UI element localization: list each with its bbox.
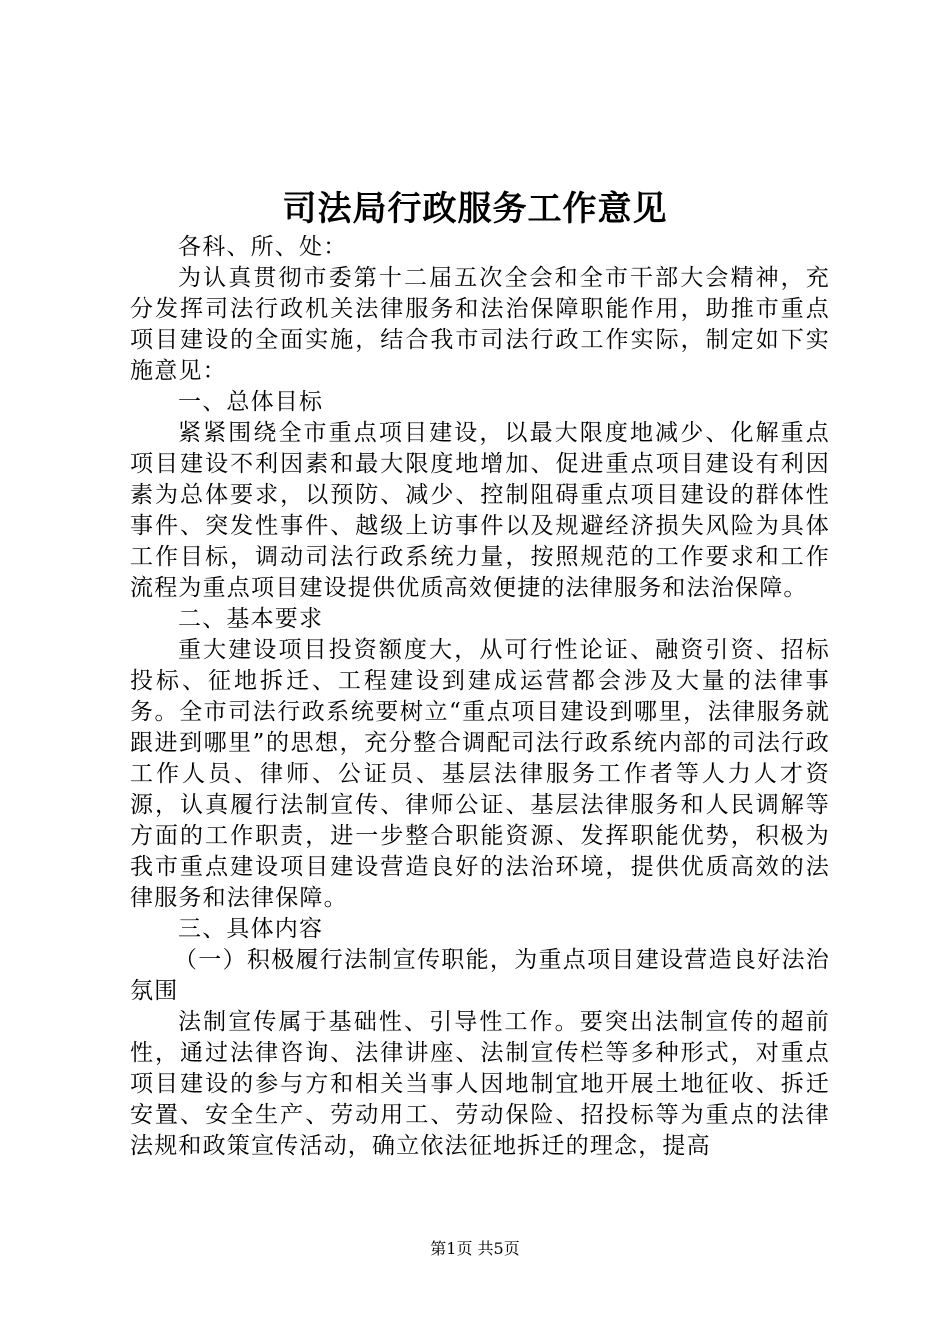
intro-paragraph: 为认真贯彻市委第十二届五次全会和全市干部大会精神，充分发挥司法行政机关法律服务和法治保障职能作用，助推市重点项目建设的全面实施，结合我市司法行政工作实际，制定如下实施意见：: [130, 265, 830, 384]
section-2-heading: 二、基本要求: [178, 606, 324, 632]
salutation: 各科、所、处：: [178, 234, 348, 260]
document-body: [130, 232, 830, 1162]
section-2-paragraph: 重大建设项目投资额度大，从可行性论证、融资引资、招标投标、征地拆迁、工程建设到建成运营都会涉及大量的法律事务。全市司法行政系统要树立“重点项目建设到哪里，法律服务就跟进到哪里”的思想，充分整合调配司法行政系统内部的司法行政工作人员、律师、公证员、基层法律服务工作者等人力人才资源，认真履行法制宣传、律师公证、基层法律服务和人民调解等方面的工作职责，进一步整合职能资源、发挥职能优势，积极为我市重点建设项目建设营造良好的法治环境，提供优质高效的法律服务和法律保障。: [130, 637, 830, 911]
section-1-heading: 一、总体目标: [178, 389, 324, 415]
section-3-subsection-1-heading: （一）积极履行法制宣传职能，为重点项目建设营造良好法治氛围: [130, 947, 830, 1004]
section-1-paragraph: 紧紧围绕全市重点项目建设，以最大限度地减少、化解重点项目建设不利因素和最大限度地增加、促进重点项目建设有利因素为总体要求，以预防、减少、控制阻碍重点项目建设的群体性事件、突发性事件、越级上访事件以及规避经济损失风险为具体工作目标，调动司法行政系统力量，按照规范的工作要求和工作流程为重点项目建设提供优质高效便捷的法律服务和法治保障。: [130, 420, 830, 601]
document-title: 司法局行政服务工作意见: [282, 189, 668, 229]
section-3-heading: 三、具体内容: [178, 916, 324, 942]
page-number-footer: 第1页 共5页: [430, 1239, 520, 1258]
section-3-subsection-1-paragraph: 法制宣传属于基础性、引导性工作。要突出法制宣传的超前性，通过法律咨询、法律讲座、法制宣传栏等多种形式，对重点项目建设的参与方和相关当事人因地制宜地开展土地征收、拆迁安置、安全生产、劳动用工、劳动保险、招投标等为重点的法律法规和政策宣传活动，确立依法征地拆迁的理念，提高: [130, 1009, 830, 1159]
